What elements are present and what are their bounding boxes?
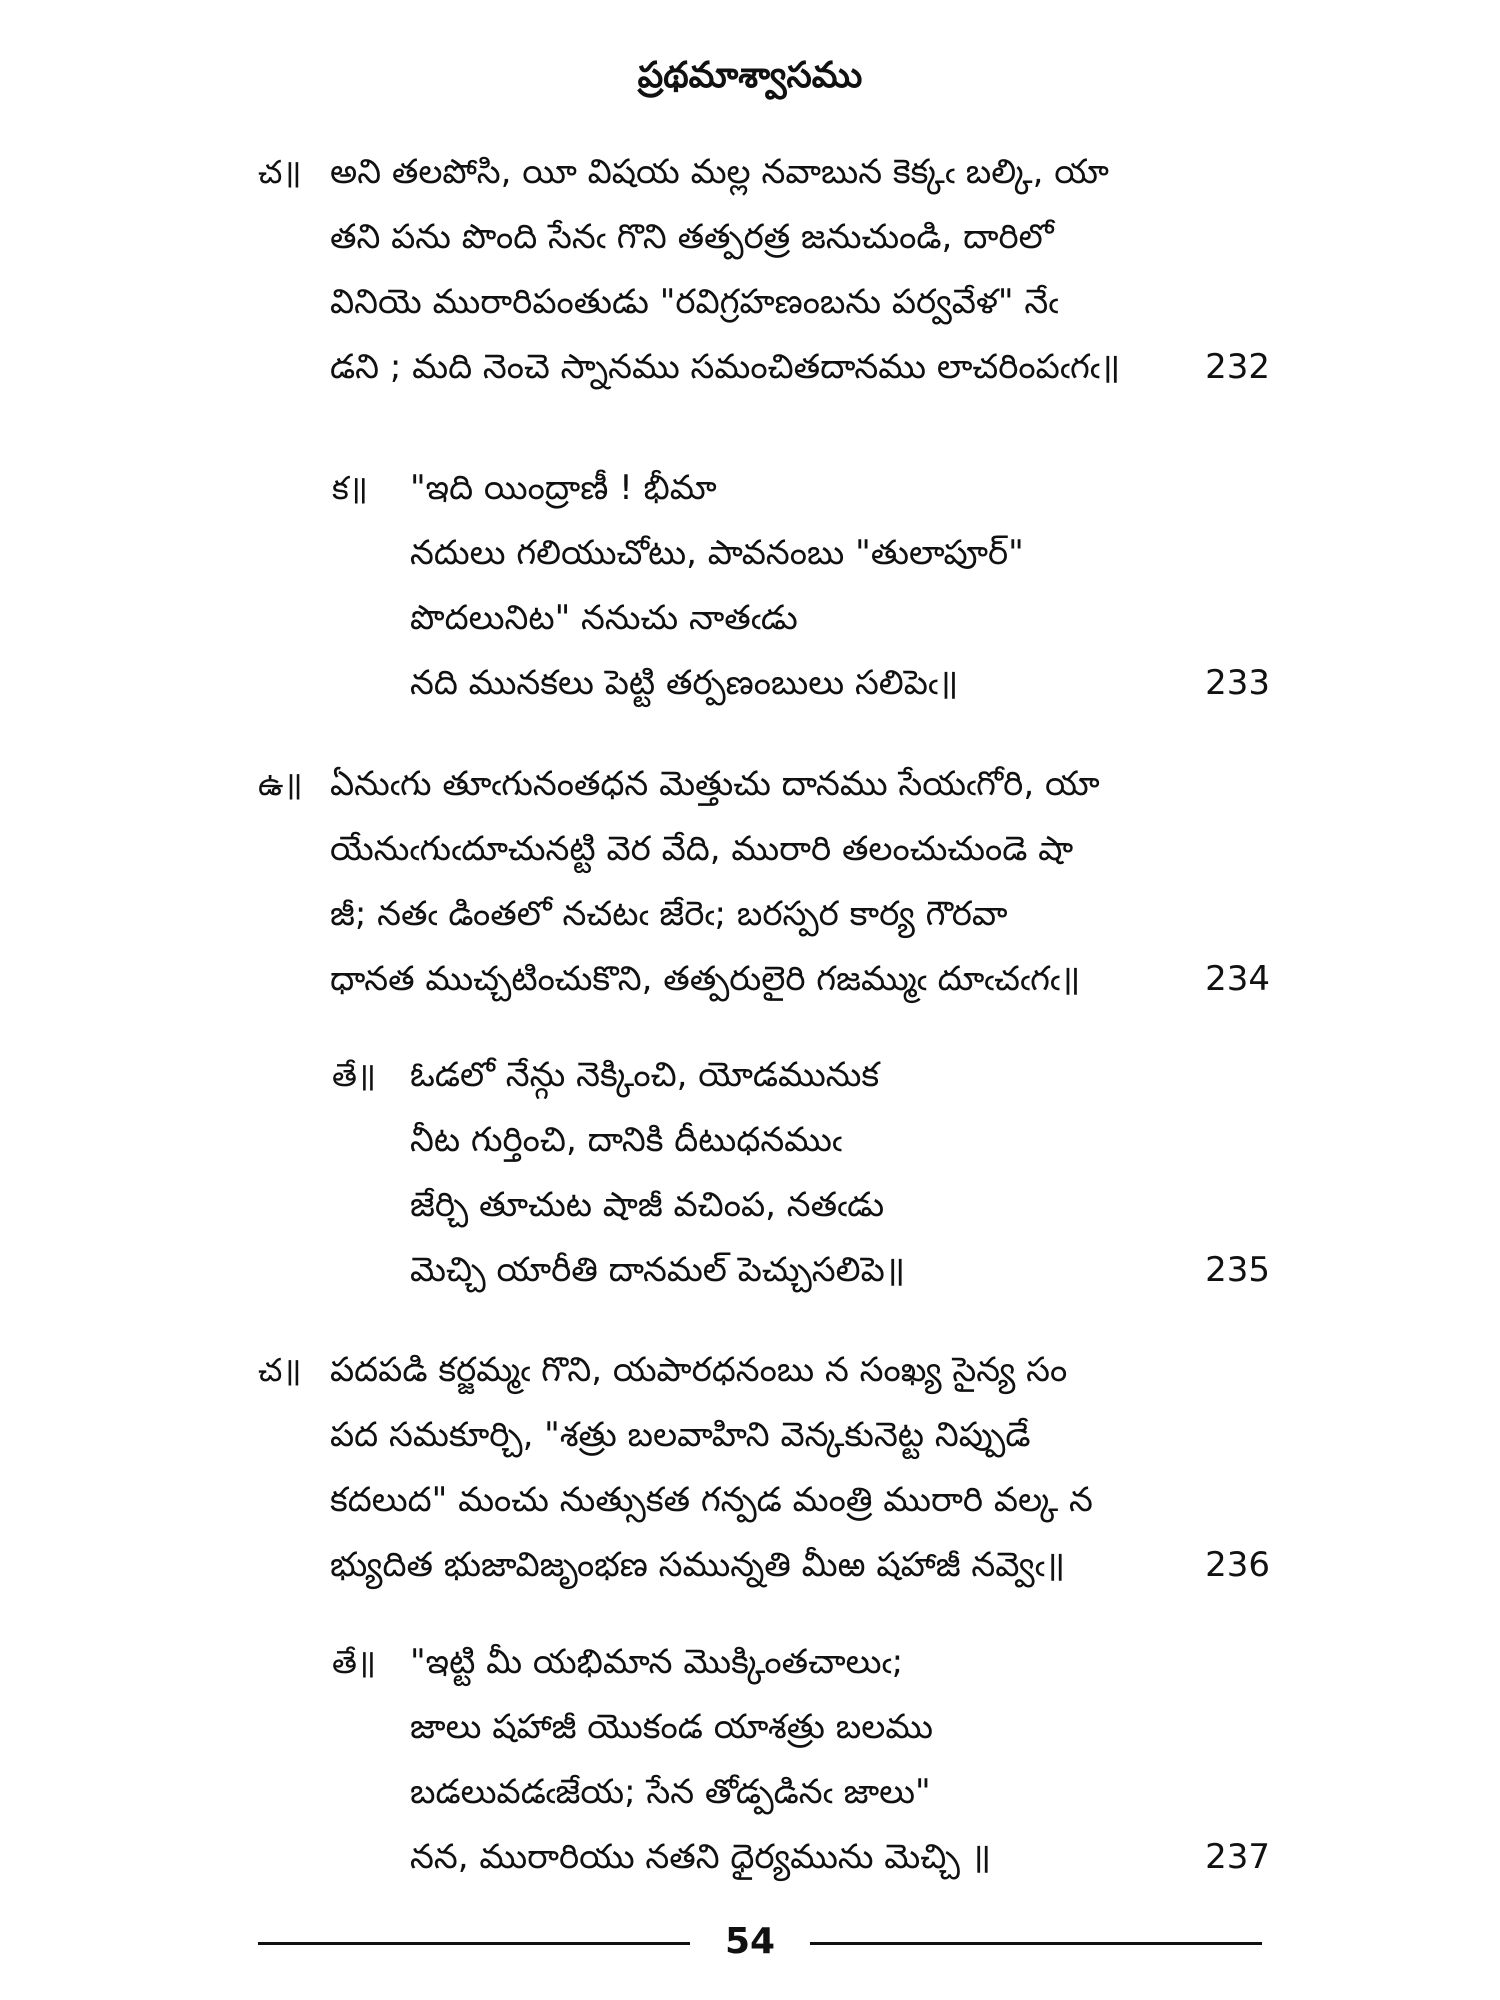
verse-line: బడలువడఁజేయ; సేన తోడ్పడినఁ జాలు": [410, 1772, 931, 1812]
verse-number: 232: [1205, 347, 1270, 387]
verse-line: ఏనుఁగు తూఁగునంతధన మెత్తుచు దానము సేయఁగోరి, యా: [330, 764, 1100, 804]
verse-line: యేనుఁగుఁదూచునట్టి వెర వేది, మురారి తలంచుచుండె షా: [330, 829, 1074, 869]
page-title: ప్రథమాశ్వాసము: [637, 55, 863, 96]
verse-number: 234: [1205, 959, 1270, 999]
verse-meter: ఉ॥: [258, 765, 303, 803]
verse-line: జాలు షహాజీ యొకండ యాశత్రు బలము: [410, 1707, 934, 1747]
verse-meter: తే॥: [332, 1643, 377, 1681]
verse-line: జీ; నతఁ డింతలో నచటఁ జేరెఁ; బరస్పర కార్య గౌరవా: [330, 894, 1008, 934]
verse-line: ఓడలో నేన్గు నెక్కించి, యోడమునుక: [410, 1055, 880, 1095]
verse-line: జేర్చి తూచుట షాజీ వచింప, నతఁడు: [410, 1185, 885, 1225]
verse-line: "ఇది యింద్రాణీ ! భీమా: [410, 468, 717, 508]
verse-number: 235: [1205, 1250, 1270, 1290]
verse-meter: చ॥: [258, 153, 302, 191]
verse-line: "ఇట్టి మీ యభిమాన మొక్కింతచాలుఁ;: [410, 1642, 904, 1682]
verse-meter: చ॥: [258, 1351, 302, 1389]
verse-line: నన, మురారియు నతని ధైర్యమును మెచ్చి ॥: [410, 1837, 992, 1877]
verse-line: పద సమకూర్చి, "శత్రు బలవాహిని వెన్కకునెట్ట నిప్పుడే: [330, 1415, 1031, 1455]
verse-number: 233: [1205, 663, 1270, 703]
verse-line: నదులు గలియుచోటు, పావనంబు "తులాపూర్": [410, 533, 1024, 573]
verse-line: మెచ్చి యారీతి దానమల్ పెచ్చుసలిపె॥: [410, 1250, 906, 1290]
verse-line: నది మునకలు పెట్టి తర్పణంబులు సలిపెఁ॥: [410, 663, 959, 703]
verse-line: నీట గుర్తించి, దానికి దీటుధనముఁ: [410, 1120, 843, 1160]
verse-line: అని తలపోసి, యీ విషయ మల్ల నవాబున కెక్కఁ బల్కి, యా: [330, 152, 1109, 192]
verse-line: ధానత ముచ్చటించుకొని, తత్పరులైరి గజమ్ముఁ దూఁచఁగఁ॥: [330, 959, 1081, 999]
verse-line: వినియె మురారిపంతుడు "రవిగ్రహణంబను పర్వవేళ" నేఁ: [330, 282, 1059, 322]
footer-rule-right: [810, 1942, 1262, 1945]
verse-line: పదపడి కర్జమ్మఁ గొని, యపారధనంబు న సంఖ్య సైన్య సం: [330, 1350, 1068, 1390]
verse-line: పొదలునిట" ననుచు నాతఁడు: [410, 598, 798, 638]
verse-line: కదలుద" మంచు నుత్సుకత గన్పడ మంత్రి మురారి వల్క న: [330, 1480, 1093, 1520]
verse-number: 237: [1205, 1837, 1270, 1877]
page-number: 54: [724, 1921, 776, 1962]
verse-line: డని ; మది నెంచె స్నానము సమంచితదానము లాచరింపఁగఁ॥: [330, 347, 1121, 387]
verse-meter: తే॥: [332, 1056, 377, 1094]
footer-rule-left: [258, 1942, 690, 1945]
verse-number: 236: [1205, 1545, 1270, 1585]
verse-line: తని పను పొంది సేనఁ గొని తత్పరత్ర జనుచుండి, దారిలో: [330, 217, 1054, 257]
verse-line: భ్యుదిత భుజావిజృంభణ సమున్నతి మీఱ షహాజీ నవ్వెఁ॥: [330, 1545, 1066, 1585]
verse-meter: క॥: [332, 469, 368, 507]
